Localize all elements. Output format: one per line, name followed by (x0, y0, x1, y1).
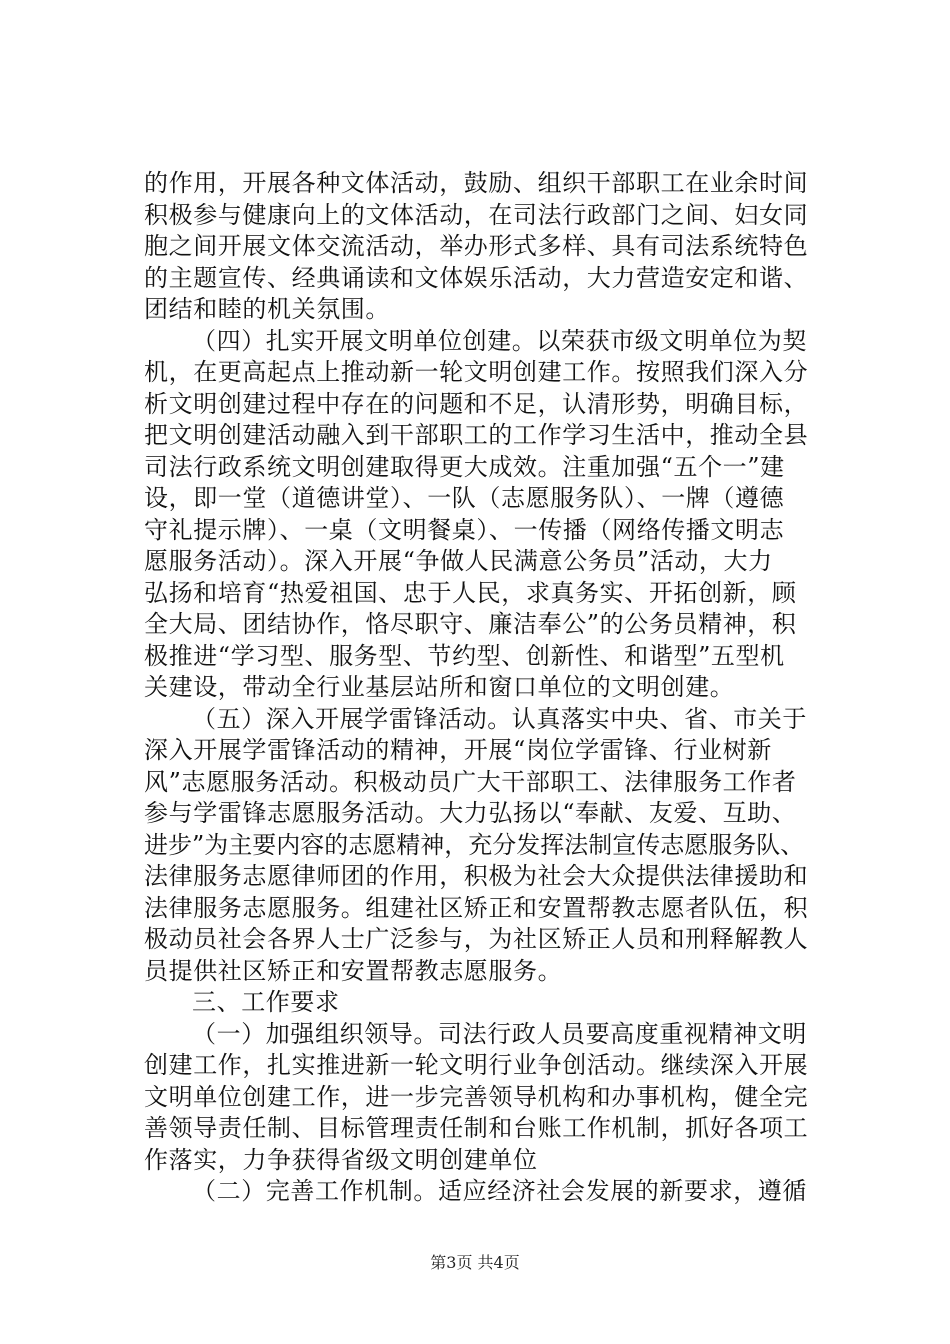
section-heading-5: （五）深入开展学雷锋活动。认真落实中央、省、市关于 (192, 704, 807, 733)
text-line: 弘扬和培育“热爱祖国、忠于人民，求真务实、开拓创新，顾 (144, 578, 797, 607)
text-line: 的主题宣传、经典诵读和文体娱乐活动，大力营造安定和谐、 (144, 263, 809, 292)
text-line: 全大局、团结协作，恪尽职守、廉洁奉公”的公务员精神，积 (144, 610, 797, 638)
text-line: 关建设，带动全行业基层站所和窗口单位的文明创建。 (144, 673, 735, 701)
text-line: 愿服务活动）。深入开展“争做人民满意公务员”活动，大力 (144, 547, 773, 575)
text-line: 把文明创建活动融入到干部职工的工作学习生活中，推动全县 (144, 421, 809, 449)
text-line: 创建工作，扎实推进新一轮文明行业争创活动。继续深入开展 (144, 1051, 809, 1079)
text-line: 机，在更高起点上推动新一轮文明创建工作。按照我们深入分 (144, 358, 809, 386)
text-line: 守礼提示牌）、一桌（文明餐桌）、一传播（网络传播文明志 (144, 515, 785, 544)
text-line: 文明单位创建工作，进一步完善领导机构和办事机构，健全完 (144, 1082, 809, 1111)
text-line: 设，即一堂（道德讲堂）、一队（志愿服务队）、一牌（遵德 (144, 484, 785, 512)
text-line: 团结和睦的机关氛围。 (144, 295, 390, 323)
text-line: 作落实，力争获得省级文明创建单位 (144, 1145, 538, 1174)
text-line: 风”志愿服务活动。积极动员广大干部职工、法律服务工作者 (144, 767, 797, 796)
section-heading-4: （四）扎实开展文明单位创建。以荣获市级文明单位为契 (192, 326, 807, 355)
text-line: 极推进“学习型、服务型、节约型、创新性、和谐型”五型机 (144, 641, 785, 670)
text-line: 的作用，开展各种文体活动，鼓励、组织干部职工在业余时间 (144, 169, 809, 197)
text-line: 法律服务志愿律师团的作用，积极为社会大众提供法律援助和 (144, 862, 809, 890)
text-line: 员提供社区矫正和安置帮教志愿服务。 (144, 956, 563, 985)
text-line: 积极参与健康向上的文体活动，在司法行政部门之间、妇女同 (144, 200, 809, 229)
text-line: 法律服务志愿服务。组建社区矫正和安置帮教志愿者队伍，积 (144, 893, 809, 922)
page-number-footer: 第3页 共4页 (430, 1253, 520, 1272)
text-line: 析文明创建过程中存在的问题和不足，认清形势，明确目标， (144, 389, 809, 418)
text-line: 胞之间开展文体交流活动，举办形式多样、具有司法系统特色 (144, 232, 809, 260)
text-line: 深入开展学雷锋活动的精神，开展“岗位学雷锋、行业树新 (144, 736, 772, 764)
text-line: 司法行政系统文明创建取得更大成效。注重加强“五个一”建 (144, 452, 785, 481)
text-line: 善领导责任制、目标管理责任制和台账工作机制，抓好各项工 (144, 1114, 809, 1142)
section-heading-1: （一）加强组织领导。司法行政人员要高度重视精神文明 (192, 1019, 807, 1048)
section-title-work-requirements: 三、工作要求 (192, 988, 340, 1016)
text-line: 极动员社会各界人士广泛参与，为社区矫正人员和刑释解教人 (144, 925, 809, 953)
text-line: 参与学雷锋志愿服务活动。大力弘扬以“奉献、友爱、互助、 (144, 799, 797, 827)
text-line: 进步”为主要内容的志愿精神，充分发挥法制宣传志愿服务队、 (144, 830, 805, 859)
section-heading-2: （二）完善工作机制。适应经济社会发展的新要求，遵循 (192, 1177, 807, 1205)
